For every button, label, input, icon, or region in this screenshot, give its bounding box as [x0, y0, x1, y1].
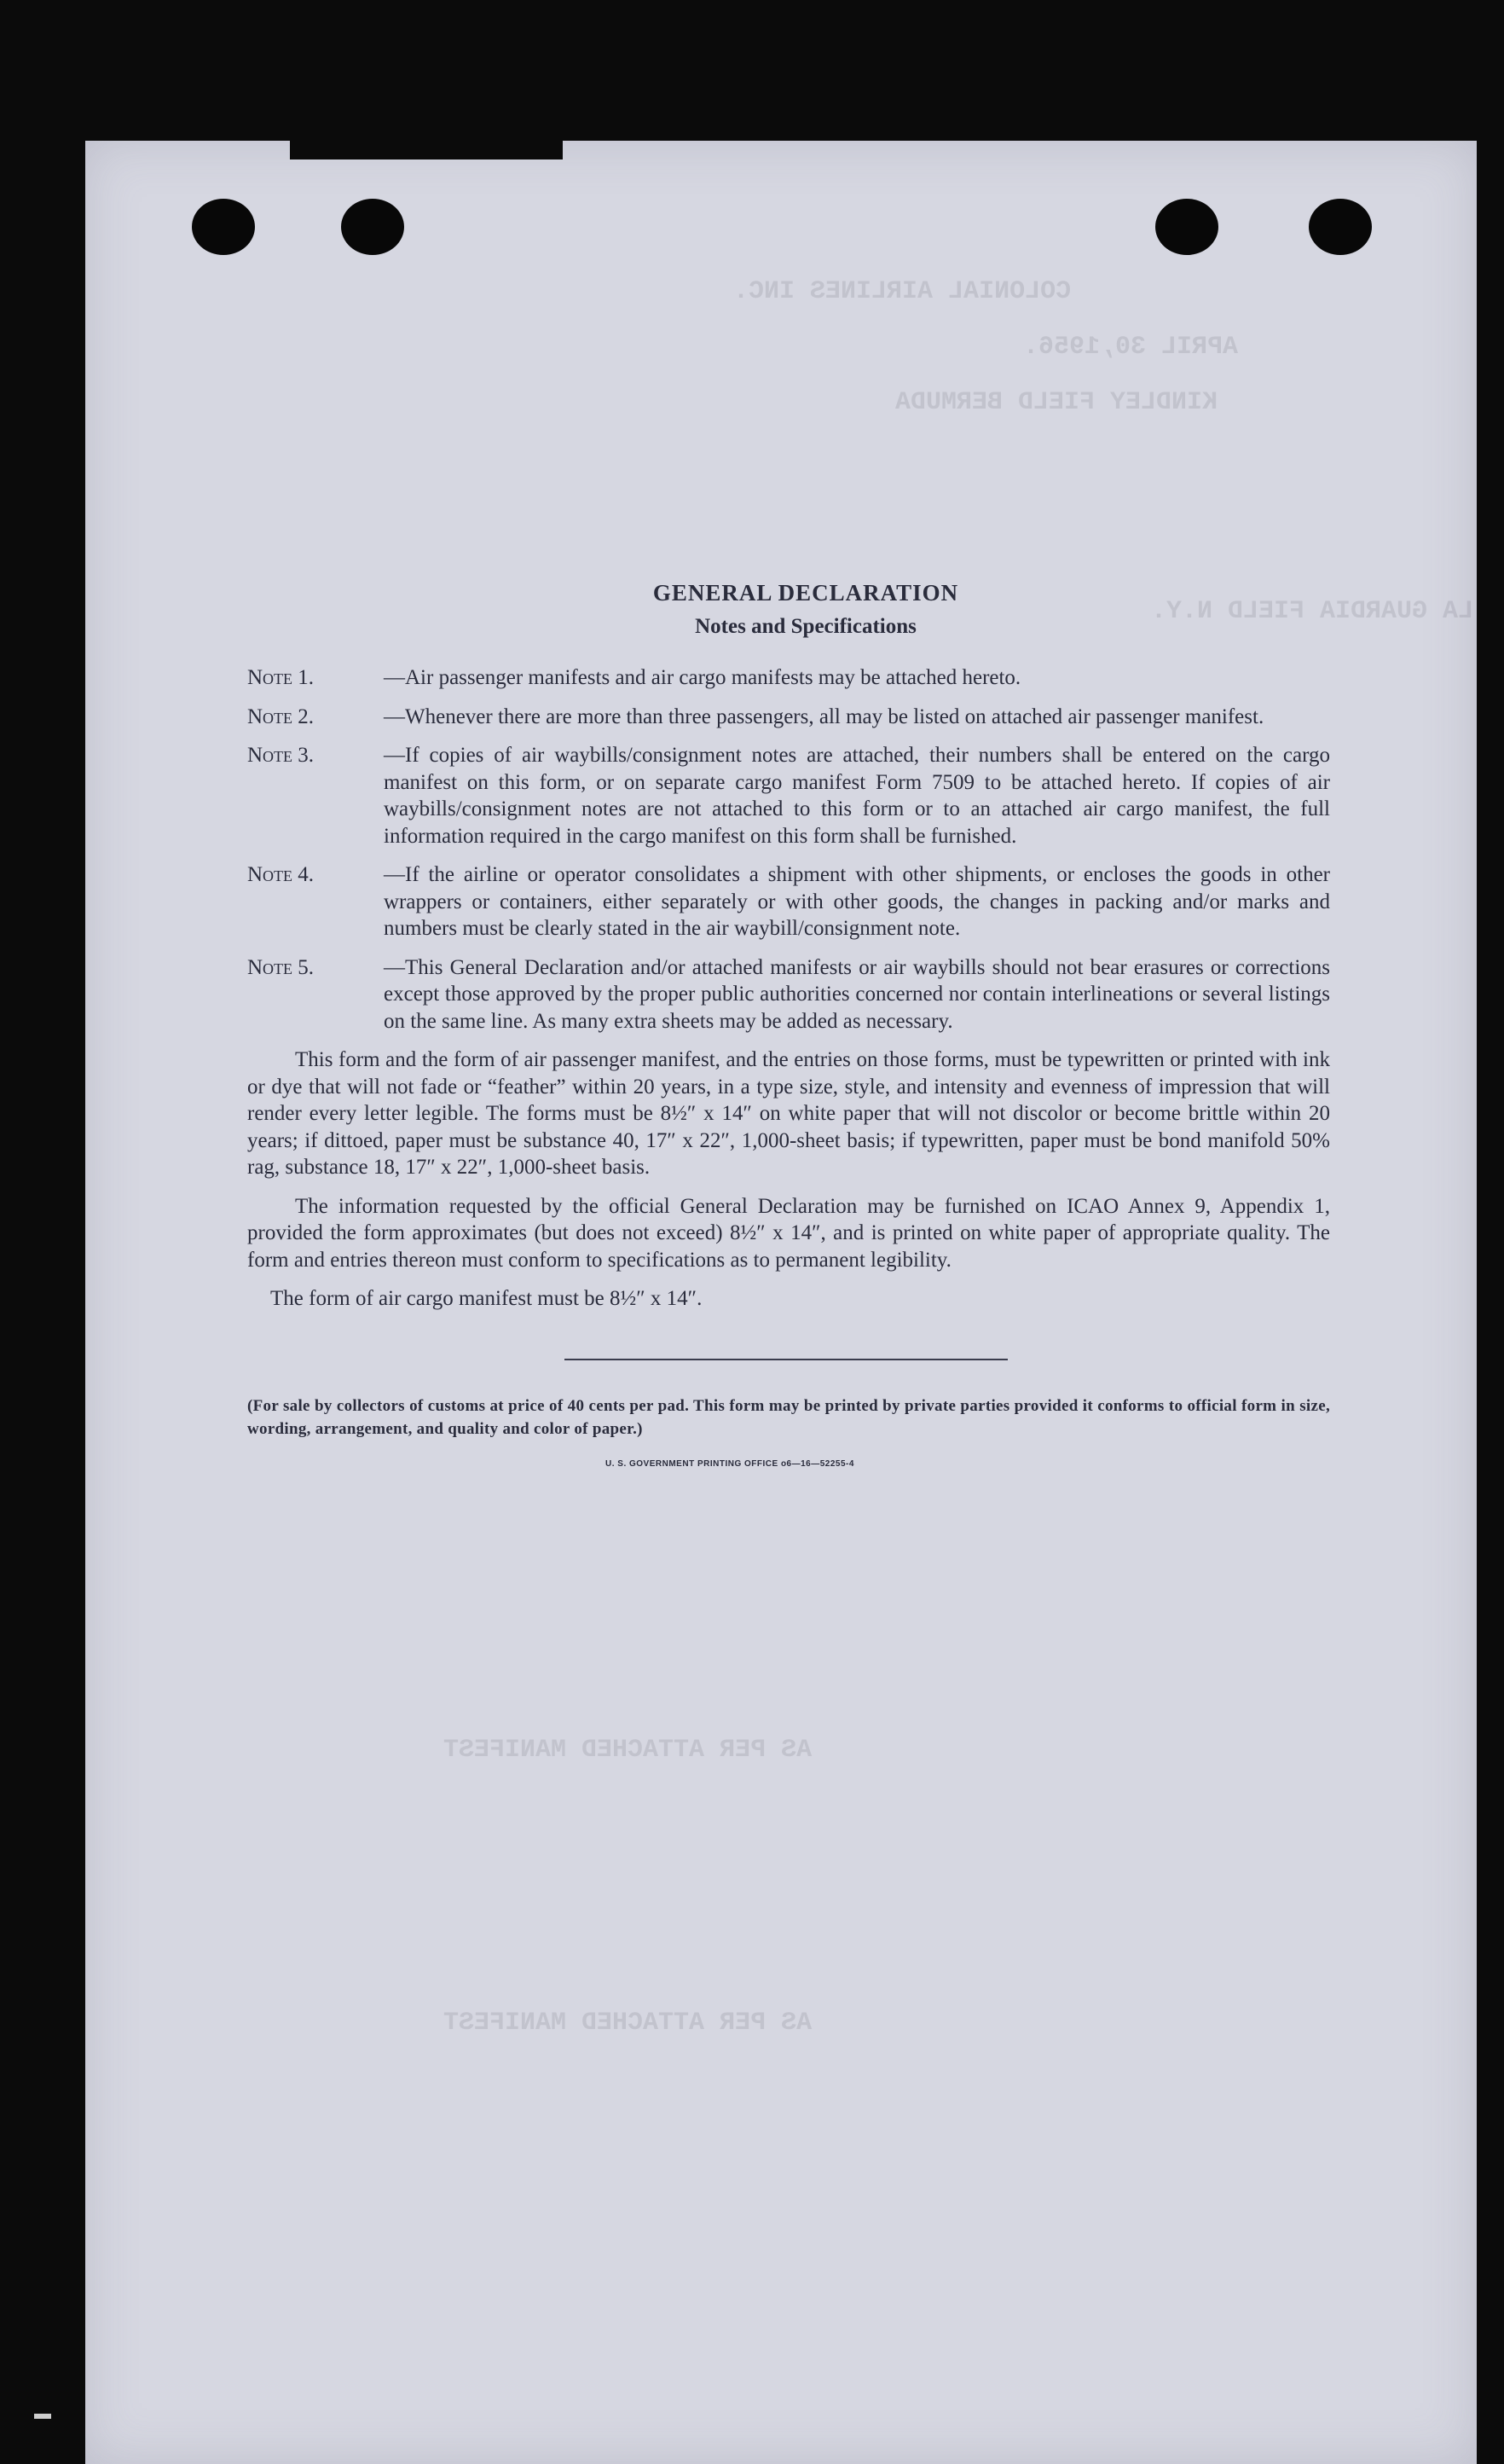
show-through-line: KINDLEY FIELD BERMUDA	[895, 388, 1218, 417]
note-text: —If copies of air waybills/consignment notes are attached, their numbers shall be entered on the cargo manifest on this form, or on separate cargo manifest Form 7509 to be attached hereto. If copies of air waybills/consignment notes are not attached to this form or to an attached air cargo manifest, the full information required in the cargo manifest on this form shall be furnished.	[384, 744, 1330, 848]
punch-hole-3	[1155, 199, 1218, 255]
note-label: Note 5.	[247, 955, 315, 979]
show-through-line: AS PER ATTACHED MANIFEST	[443, 2009, 813, 2038]
note-text: —Whenever there are more than three passengers, all may be listed on attached air passenger manifest.	[384, 704, 1264, 728]
note-label: Note 2.	[247, 704, 315, 728]
paragraph-icao: The information requested by the official General Declaration may be furnished on ICAO Annex 9, Appendix 1, provided the form approximates (but does not exceed) 8½″ x 14″, and is printed on white paper of appropriate quality. The form and entries thereon must conform to specifications as to permanent legibility.	[247, 1194, 1330, 1272]
page-title: GENERAL DECLARATION	[652, 580, 959, 606]
note-2	[247, 704, 1330, 731]
note-3	[247, 742, 1330, 849]
torn-edge	[290, 141, 563, 159]
show-through-line: APRIL 30,1956.	[1023, 333, 1239, 362]
punch-hole-2	[341, 199, 404, 255]
note-5	[247, 954, 1330, 1035]
page-subtitle: Notes and Specifications	[695, 615, 917, 638]
note-1	[247, 664, 1330, 692]
paragraph-format-requirements: This form and the form of air passenger manifest, and the entries on those forms, must be typewritten or printed with ink or dye that will not fade or “feather” within 20 years, in a type size, style, and intensity and evenness of impression that will render every letter legible. The forms must be 8½″ x 14″ on white paper that will not discolor or become brittle within 20 years; if dittoed, paper must be substance 40, 17″ x 22″, 1,000-sheet basis; if typewritten, paper must be bond manifold 50% rag, substance 18, 17″ x 22″, 1,000-sheet basis.	[247, 1048, 1330, 1179]
note-text: —Air passenger manifests and air cargo manifests may be attached hereto.	[384, 666, 1021, 689]
show-through-line: LA GUARDIA FIELD N.Y.	[1151, 597, 1474, 626]
declaration-notes	[247, 580, 1330, 1469]
note-4	[247, 861, 1330, 942]
note-label: Note 4.	[247, 863, 315, 886]
scan-mark	[34, 2414, 51, 2419]
show-through-line: AS PER ATTACHED MANIFEST	[443, 1736, 813, 1765]
paragraph-cargo-size: The form of air cargo manifest must be 8½″ x 14″.	[270, 1287, 703, 1310]
sale-note: (For sale by collectors of customs at price of 40 cents per pad. This form may be printed by private parties provided it conforms to official form in size, wording, arrangement, and quality and color of paper.)	[247, 1396, 1330, 1438]
printer-line: U. S. GOVERNMENT PRINTING OFFICE o6—16—52255-4	[605, 1458, 854, 1469]
divider	[564, 1359, 1008, 1360]
note-label: Note 3.	[247, 744, 315, 767]
note-text: —This General Declaration and/or attached manifests or air waybills should not bear erasures or corrections except those approved by the proper public authorities concerned nor contain interlineations or several listings on the same line. As many extra sheets may be added as necessary.	[384, 955, 1330, 1033]
punch-hole-4	[1309, 199, 1372, 255]
show-through-line: COLONIAL AIRLINES INC.	[733, 277, 1072, 306]
note-label: Note 1.	[247, 666, 315, 689]
punch-hole-1	[192, 199, 255, 255]
note-text: —If the airline or operator consolidates a shipment with other shipments, or encloses the goods in other wrappers or containers, either separately or with other goods, the changes in packing and/or marks and numbers must be clearly stated in the air waybill/consignment note.	[384, 863, 1330, 940]
